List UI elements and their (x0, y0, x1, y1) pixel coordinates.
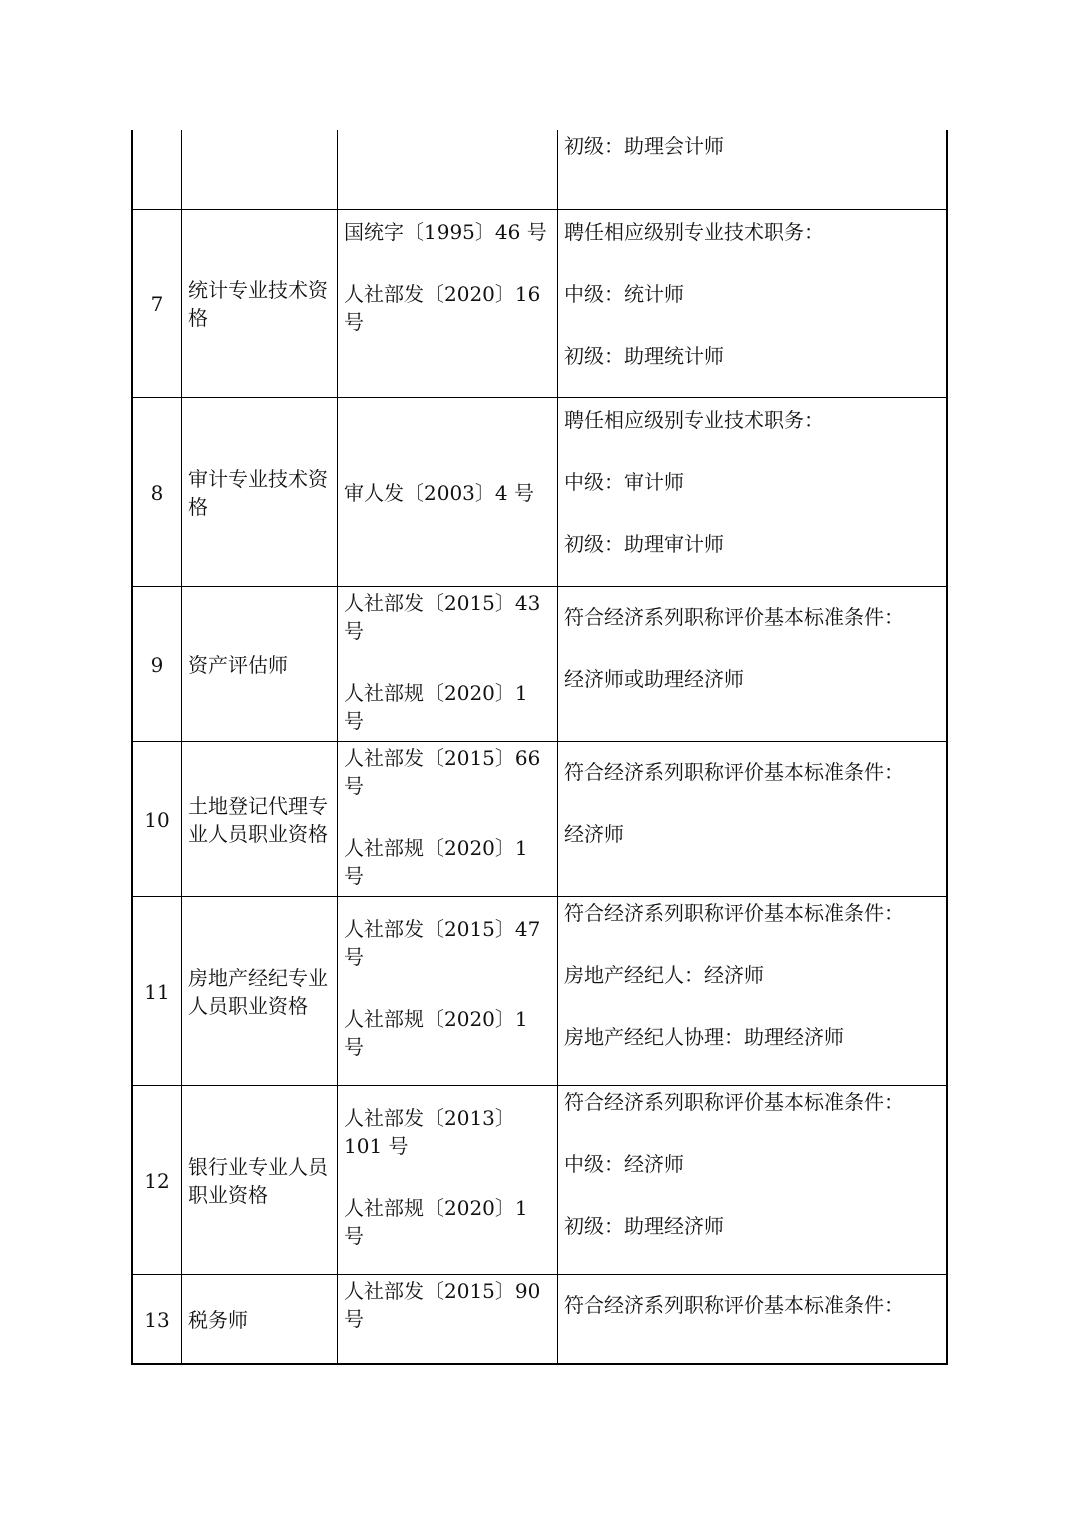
qualification-name (181, 1086, 337, 1275)
condition-line: 符合经济系列职称评价基本标准条件： (564, 760, 904, 784)
qualification-name (181, 742, 337, 897)
table-row (133, 896, 946, 1086)
document-ref: 人社部规〔2020〕1 号 (344, 1196, 528, 1248)
condition-line: 聘任相应级别专业技术职务： (564, 408, 824, 432)
condition-line: 经济师或助理经济师 (564, 667, 744, 691)
document-cell (337, 742, 557, 897)
row-number: 8 (150, 480, 164, 505)
document-cell (337, 210, 557, 398)
qualification-name-text: 银行业专业人员职业资格 (188, 1154, 328, 1207)
row-number: 10 (144, 807, 170, 832)
qualification-name-text: 资产评估师 (188, 652, 288, 677)
condition-line: 符合经济系列职称评价基本标准条件： (564, 1293, 904, 1317)
condition-line: 初级：助理经济师 (564, 1214, 724, 1238)
condition-cell (557, 1086, 948, 1275)
document-cell (337, 1275, 557, 1364)
document-ref: 人社部发〔2013〕101 号 (344, 1106, 515, 1158)
condition-line: 符合经济系列职称评价基本标准条件： (564, 605, 904, 629)
condition-line: 中级：审计师 (564, 470, 684, 494)
row-number: 12 (144, 1168, 170, 1193)
condition-cell (557, 398, 948, 587)
condition-cell (557, 742, 948, 897)
qualification-name-text: 审计专业技术资格 (188, 466, 328, 519)
condition-line: 初级：助理统计师 (564, 344, 724, 368)
condition-cell (557, 210, 948, 398)
condition-line: 经济师 (564, 822, 624, 846)
condition-line: 房地产经纪人：经济师 (564, 963, 764, 987)
document-ref: 人社部发〔2015〕90 号 (344, 1279, 541, 1331)
condition-line: 中级：经济师 (564, 1152, 684, 1176)
document-ref: 人社部发〔2020〕16 号 (344, 282, 541, 334)
table-row-partial (133, 130, 946, 209)
document-cell (337, 1086, 557, 1275)
table-row (133, 1274, 946, 1364)
qualification-name (181, 897, 337, 1086)
condition-cell (557, 1275, 948, 1364)
document-cell (337, 398, 557, 587)
qualification-name-text: 房地产经纪专业人员职业资格 (188, 965, 328, 1018)
table-row (133, 1085, 946, 1275)
document-ref: 人社部规〔2020〕1 号 (344, 1007, 528, 1059)
row-number: 9 (150, 652, 164, 677)
qualification-name (181, 398, 337, 587)
document-cell (337, 587, 557, 742)
condition-cell (557, 130, 948, 209)
qualification-name-text: 税务师 (188, 1307, 248, 1332)
qualification-name-text: 统计专业技术资格 (188, 278, 328, 330)
document-ref: 审人发〔2003〕4 号 (344, 480, 534, 505)
condition-line: 符合经济系列职称评价基本标准条件： (564, 1090, 904, 1114)
qualification-name-text: 土地登记代理专业人员职业资格 (188, 793, 328, 846)
document-cell (337, 897, 557, 1086)
condition-line: 房地产经纪人协理：助理经济师 (564, 1025, 844, 1049)
qualification-name (181, 587, 337, 742)
document-ref: 人社部发〔2015〕66 号 (344, 746, 541, 798)
document-ref: 人社部发〔2015〕47 号 (344, 917, 541, 969)
qualification-name (181, 1275, 337, 1364)
condition-cell (557, 587, 948, 742)
condition-line: 初级：助理审计师 (564, 532, 724, 556)
document-ref: 国统字〔1995〕46 号 (344, 220, 547, 244)
condition-line: 符合经济系列职称评价基本标准条件： (564, 901, 904, 925)
condition-cell (557, 897, 948, 1086)
qualification-table (131, 130, 948, 1365)
condition-line: 中级：统计师 (564, 282, 684, 306)
document-ref: 人社部发〔2015〕43 号 (344, 591, 541, 643)
table-row (133, 209, 946, 398)
document-ref: 人社部规〔2020〕1 号 (344, 681, 528, 733)
table-row (133, 741, 946, 897)
table-row (133, 586, 946, 742)
condition-line: 初级：助理会计师 (564, 134, 724, 158)
qualification-name (181, 210, 337, 398)
table-row (133, 397, 946, 587)
row-number: 13 (144, 1307, 170, 1332)
document-ref: 人社部规〔2020〕1 号 (344, 836, 528, 888)
row-number: 11 (144, 979, 170, 1004)
row-number: 7 (150, 292, 164, 316)
condition-line: 聘任相应级别专业技术职务： (564, 220, 824, 244)
